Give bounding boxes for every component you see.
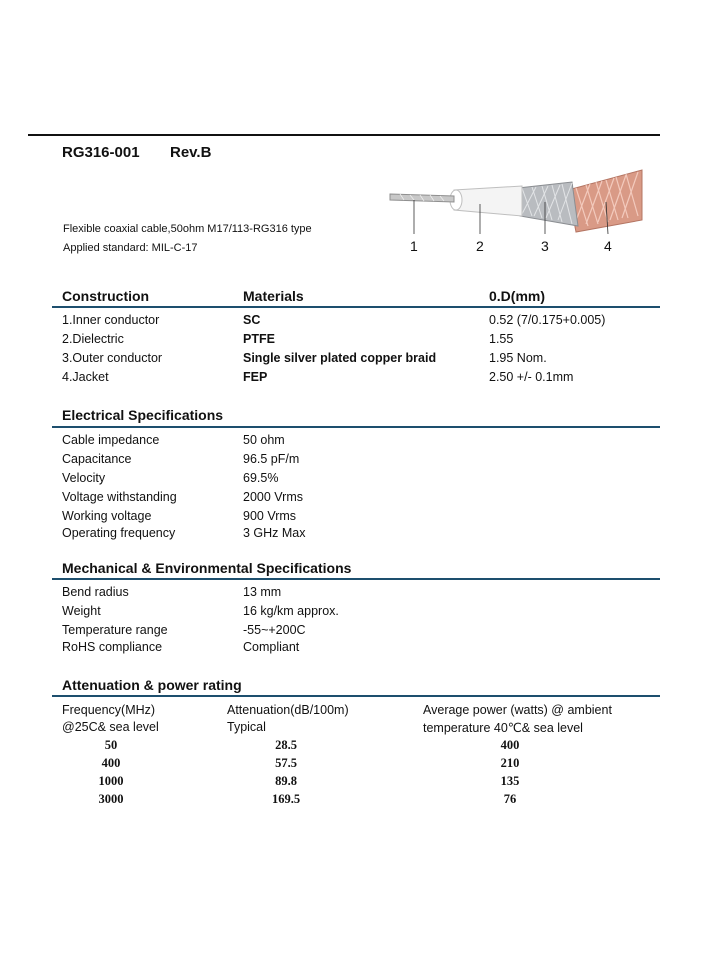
power-cell: 135 xyxy=(500,774,520,788)
attenuation-rule xyxy=(52,695,660,697)
electrical-title: Electrical Specifications xyxy=(62,407,224,423)
power-cell: 210 xyxy=(500,756,520,770)
construction-od: 0.52 (7/0.175+0.005) xyxy=(489,313,606,327)
mechanical-title: Mechanical & Environmental Specifications xyxy=(62,560,352,576)
electrical-value: 3 GHz Max xyxy=(243,526,306,540)
callout-3: 3 xyxy=(541,238,549,254)
freq-cell: 3000 xyxy=(98,792,124,806)
electrical-value: 50 ohm xyxy=(243,433,285,447)
electrical-label: Working voltage xyxy=(62,509,152,523)
electrical-label: Capacitance xyxy=(62,452,132,466)
mechanical-value: 13 mm xyxy=(243,585,282,599)
construction-material: FEP xyxy=(243,370,268,384)
construction-part: 1.Inner conductor xyxy=(62,313,160,327)
mechanical-label: RoHS compliance xyxy=(62,640,163,654)
mechanical-value: Compliant xyxy=(243,640,300,654)
att-cell: 89.8 xyxy=(275,774,297,788)
att-cell: 169.5 xyxy=(271,792,301,806)
electrical-label: Velocity xyxy=(62,471,106,485)
electrical-label: Voltage withstanding xyxy=(62,490,177,504)
callout-2: 2 xyxy=(476,238,484,254)
electrical-rule xyxy=(52,426,660,428)
construction-material: SC xyxy=(243,313,261,327)
materials-header: Materials xyxy=(243,288,304,304)
electrical-value: 900 Vrms xyxy=(243,509,297,523)
power-cell: 400 xyxy=(500,738,520,752)
construction-od: 1.55 xyxy=(489,332,514,346)
attenuation-title: Attenuation & power rating xyxy=(62,677,242,693)
power-cell: 76 xyxy=(503,792,517,806)
construction-od: 1.95 Nom. xyxy=(489,351,547,365)
mechanical-label: Temperature range xyxy=(62,623,168,637)
mechanical-label: Weight xyxy=(62,604,101,618)
construction-rule xyxy=(52,306,660,308)
mechanical-rule xyxy=(52,578,660,580)
attenuation-subheader: Typical xyxy=(227,720,266,734)
coax-cable-illustration xyxy=(380,160,660,270)
electrical-value: 96.5 pF/m xyxy=(243,452,300,466)
electrical-value: 69.5% xyxy=(243,471,279,485)
revision: Rev.B xyxy=(170,144,212,161)
construction-part: 3.Outer conductor xyxy=(62,351,163,365)
construction-part: 4.Jacket xyxy=(62,370,109,384)
construction-material: PTFE xyxy=(243,332,275,346)
construction-part: 2.Dielectric xyxy=(62,332,124,346)
applied-standard: Applied standard: MIL-C-17 xyxy=(63,242,198,254)
part-number: RG316-001 xyxy=(62,144,140,161)
mechanical-value: 16 kg/km approx. xyxy=(243,604,339,618)
electrical-label: Cable impedance xyxy=(62,433,160,447)
callout-4: 4 xyxy=(604,238,612,254)
construction-od: 2.50 +/- 0.1mm xyxy=(489,370,574,384)
mechanical-value: -55~+200C xyxy=(243,623,306,637)
freq-cell: 50 xyxy=(104,738,118,752)
frequency-header: Frequency(MHz) xyxy=(62,703,156,717)
top-rule xyxy=(28,134,660,136)
power-subheader: temperature 40℃& sea level xyxy=(423,721,583,735)
mechanical-label: Bend radius xyxy=(62,585,129,599)
freq-cell: 1000 xyxy=(98,774,124,788)
od-header: 0.D(mm) xyxy=(489,288,546,304)
power-header: Average power (watts) @ ambient xyxy=(423,703,612,717)
att-cell: 28.5 xyxy=(275,738,297,752)
construction-header: Construction xyxy=(62,288,150,304)
freq-cell: 400 xyxy=(101,756,121,770)
electrical-label: Operating frequency xyxy=(62,526,176,540)
cable-description: Flexible coaxial cable,50ohm M17/113-RG316 type xyxy=(63,223,312,235)
construction-material: Single silver plated copper braid xyxy=(243,351,437,365)
electrical-value: 2000 Vrms xyxy=(243,490,303,504)
frequency-subheader: @25C& sea level xyxy=(62,720,159,734)
callout-1: 1 xyxy=(410,238,418,254)
att-cell: 57.5 xyxy=(275,756,297,770)
attenuation-header: Attenuation(dB/100m) xyxy=(227,703,349,717)
